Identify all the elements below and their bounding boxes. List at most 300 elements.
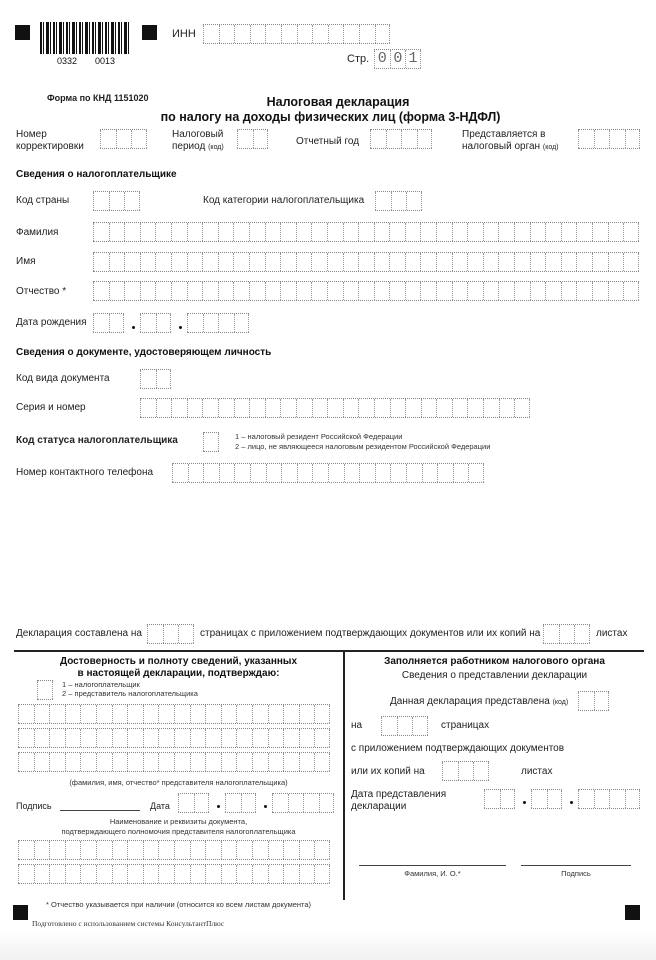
input-cell[interactable] [514, 223, 530, 241]
input-cell[interactable] [297, 25, 313, 43]
input-cell[interactable] [221, 705, 237, 723]
input-cell[interactable] [280, 282, 296, 300]
input-cell[interactable] [194, 794, 210, 812]
input-cell[interactable] [112, 753, 128, 771]
input-cell[interactable] [49, 841, 65, 859]
input-cell[interactable] [140, 282, 156, 300]
input-cell[interactable] [93, 282, 109, 300]
input-cell[interactable] [221, 841, 237, 859]
input-cell[interactable] [96, 753, 112, 771]
input-cell[interactable] [592, 282, 608, 300]
input-cell[interactable] [18, 841, 34, 859]
input-cell[interactable] [417, 130, 433, 148]
input-cell[interactable] [109, 282, 125, 300]
input-cell[interactable] [140, 314, 156, 332]
input-cell[interactable] [327, 223, 343, 241]
input-cell[interactable] [545, 253, 561, 271]
input-cell[interactable] [266, 464, 282, 482]
input-cell[interactable] [343, 253, 359, 271]
input-cell[interactable] [127, 729, 143, 747]
submission-year-field[interactable] [578, 789, 640, 809]
confirm-day-field[interactable] [178, 793, 209, 813]
input-cell[interactable] [406, 192, 422, 210]
input-cell[interactable] [203, 464, 219, 482]
input-cell[interactable] [172, 464, 188, 482]
input-cell[interactable] [147, 625, 163, 643]
input-cell[interactable] [221, 753, 237, 771]
country-code-field[interactable] [93, 191, 140, 211]
input-cell[interactable] [236, 729, 252, 747]
input-cell[interactable] [190, 753, 206, 771]
input-cell[interactable] [483, 253, 499, 271]
input-cell[interactable] [576, 223, 592, 241]
input-cell[interactable] [452, 282, 468, 300]
input-cell[interactable] [483, 223, 499, 241]
input-cell[interactable] [190, 841, 206, 859]
attachment-sheets-field[interactable] [543, 624, 590, 644]
input-cell[interactable] [18, 753, 34, 771]
input-cell[interactable] [299, 753, 315, 771]
input-cell[interactable] [250, 25, 266, 43]
inn-field[interactable] [203, 24, 390, 44]
input-cell[interactable] [265, 25, 281, 43]
input-cell[interactable] [156, 314, 172, 332]
input-cell[interactable] [578, 130, 594, 148]
input-cell[interactable] [116, 130, 132, 148]
input-cell[interactable] [314, 753, 330, 771]
input-cell[interactable] [205, 841, 221, 859]
input-cell[interactable] [405, 399, 421, 417]
input-cell[interactable] [405, 282, 421, 300]
input-cell[interactable] [397, 717, 413, 735]
input-cell[interactable] [288, 794, 304, 812]
input-cell[interactable] [328, 464, 344, 482]
input-cell[interactable] [299, 729, 315, 747]
input-cell[interactable] [327, 399, 343, 417]
input-cell[interactable] [436, 223, 452, 241]
input-cell[interactable] [124, 253, 140, 271]
input-cell[interactable] [109, 223, 125, 241]
input-cell[interactable] [594, 692, 610, 710]
input-cell[interactable] [303, 794, 319, 812]
input-cell[interactable] [514, 282, 530, 300]
input-cell[interactable] [205, 705, 221, 723]
input-cell[interactable] [442, 762, 458, 780]
input-cell[interactable] [296, 282, 312, 300]
input-cell[interactable] [112, 865, 128, 883]
input-cell[interactable] [437, 464, 453, 482]
input-cell[interactable] [467, 253, 483, 271]
input-cell[interactable] [498, 253, 514, 271]
input-cell[interactable] [49, 865, 65, 883]
input-cell[interactable] [436, 253, 452, 271]
input-cell[interactable] [420, 282, 436, 300]
input-cell[interactable] [484, 790, 500, 808]
input-cell[interactable] [93, 192, 109, 210]
input-cell[interactable] [299, 705, 315, 723]
input-cell[interactable] [283, 865, 299, 883]
submission-day-field[interactable] [484, 789, 515, 809]
input-cell[interactable] [249, 253, 265, 271]
patronymic-field[interactable] [93, 281, 639, 301]
input-cell[interactable] [171, 282, 187, 300]
input-cell[interactable] [34, 841, 50, 859]
input-cell[interactable] [49, 753, 65, 771]
input-cell[interactable] [171, 253, 187, 271]
input-cell[interactable] [202, 253, 218, 271]
input-cell[interactable] [343, 223, 359, 241]
representative-fio-line-2[interactable] [18, 728, 330, 748]
input-cell[interactable] [545, 223, 561, 241]
input-cell[interactable] [65, 705, 81, 723]
correction-number-field[interactable] [100, 129, 147, 149]
input-cell[interactable] [112, 729, 128, 747]
input-cell[interactable] [530, 282, 546, 300]
input-cell[interactable] [218, 282, 234, 300]
input-cell[interactable] [203, 314, 219, 332]
input-cell[interactable] [131, 130, 147, 148]
input-cell[interactable] [268, 753, 284, 771]
input-cell[interactable] [218, 314, 234, 332]
input-cell[interactable] [452, 399, 468, 417]
input-cell[interactable] [65, 841, 81, 859]
reporting-year-field[interactable] [370, 129, 432, 149]
input-cell[interactable] [623, 223, 639, 241]
input-cell[interactable] [358, 223, 374, 241]
input-cell[interactable] [559, 625, 575, 643]
input-cell[interactable] [96, 865, 112, 883]
input-cell[interactable] [578, 692, 594, 710]
input-cell[interactable] [155, 223, 171, 241]
input-cell[interactable] [280, 399, 296, 417]
input-cell[interactable] [299, 841, 315, 859]
input-cell[interactable] [236, 841, 252, 859]
input-cell[interactable] [140, 370, 156, 388]
input-cell[interactable] [545, 282, 561, 300]
input-cell[interactable] [190, 705, 206, 723]
confirmer-type-field[interactable] [37, 680, 53, 700]
input-cell[interactable] [483, 282, 499, 300]
input-cell[interactable] [514, 253, 530, 271]
input-cell[interactable] [158, 865, 174, 883]
input-cell[interactable] [297, 464, 313, 482]
input-cell[interactable] [190, 729, 206, 747]
input-cell[interactable] [401, 130, 417, 148]
input-cell[interactable] [314, 705, 330, 723]
input-cell[interactable] [218, 253, 234, 271]
input-cell[interactable] [187, 399, 203, 417]
submitted-code-field[interactable] [578, 691, 609, 711]
input-cell[interactable] [473, 762, 489, 780]
input-cell[interactable] [112, 841, 128, 859]
input-cell[interactable] [158, 841, 174, 859]
input-cell[interactable] [280, 253, 296, 271]
input-cell[interactable] [65, 729, 81, 747]
page-number-field[interactable] [374, 49, 421, 69]
doc-type-field[interactable] [140, 369, 171, 389]
representative-fio-line-3[interactable] [18, 752, 330, 772]
input-cell[interactable] [249, 282, 265, 300]
input-cell[interactable] [80, 705, 96, 723]
input-cell[interactable] [453, 464, 469, 482]
representative-fio-line-1[interactable] [18, 704, 330, 724]
input-cell[interactable] [386, 130, 402, 148]
input-cell[interactable] [296, 223, 312, 241]
input-cell[interactable] [219, 25, 235, 43]
input-cell[interactable] [499, 399, 515, 417]
input-cell[interactable] [233, 253, 249, 271]
input-cell[interactable] [265, 223, 281, 241]
input-cell[interactable] [609, 790, 625, 808]
office-pages-field[interactable] [381, 716, 428, 736]
input-cell[interactable] [370, 130, 386, 148]
input-cell[interactable] [314, 841, 330, 859]
input-cell[interactable] [155, 253, 171, 271]
status-code-field[interactable] [203, 432, 219, 452]
input-cell[interactable] [422, 464, 438, 482]
input-cell[interactable] [127, 753, 143, 771]
input-cell[interactable] [530, 253, 546, 271]
input-cell[interactable] [498, 223, 514, 241]
input-cell[interactable] [158, 753, 174, 771]
input-cell[interactable] [375, 192, 391, 210]
input-cell[interactable] [531, 790, 547, 808]
authority-doc-line-1[interactable] [18, 840, 330, 860]
input-cell[interactable] [561, 223, 577, 241]
input-cell[interactable] [202, 223, 218, 241]
input-cell[interactable] [249, 399, 265, 417]
input-cell[interactable] [343, 25, 359, 43]
input-cell[interactable] [530, 223, 546, 241]
input-cell[interactable] [390, 399, 406, 417]
input-cell[interactable] [127, 841, 143, 859]
input-cell[interactable] [234, 464, 250, 482]
confirm-month-field[interactable] [225, 793, 256, 813]
input-cell[interactable] [311, 253, 327, 271]
input-cell[interactable] [80, 865, 96, 883]
input-cell[interactable] [319, 794, 335, 812]
input-cell[interactable] [283, 705, 299, 723]
input-cell[interactable] [93, 314, 109, 332]
input-cell[interactable] [252, 729, 268, 747]
input-cell[interactable] [187, 314, 203, 332]
input-cell[interactable] [188, 464, 204, 482]
input-cell[interactable] [234, 314, 250, 332]
birth-month-field[interactable] [140, 313, 171, 333]
input-cell[interactable] [389, 223, 405, 241]
input-cell[interactable] [296, 399, 312, 417]
input-cell[interactable] [49, 729, 65, 747]
input-cell[interactable] [623, 282, 639, 300]
input-cell[interactable] [375, 464, 391, 482]
input-cell[interactable] [390, 464, 406, 482]
authority-doc-line-2[interactable] [18, 864, 330, 884]
input-cell[interactable] [576, 282, 592, 300]
input-cell[interactable] [233, 223, 249, 241]
input-cell[interactable] [143, 841, 159, 859]
office-sheets-field[interactable] [442, 761, 489, 781]
signature-line[interactable] [60, 810, 140, 811]
input-cell[interactable] [623, 253, 639, 271]
birth-year-field[interactable] [187, 313, 249, 333]
input-cell[interactable] [202, 282, 218, 300]
input-cell[interactable] [452, 253, 468, 271]
input-cell[interactable] [158, 729, 174, 747]
input-cell[interactable] [109, 253, 125, 271]
input-cell[interactable] [359, 464, 375, 482]
input-cell[interactable] [219, 464, 235, 482]
input-cell[interactable] [265, 282, 281, 300]
input-cell[interactable] [609, 130, 625, 148]
input-cell[interactable] [205, 753, 221, 771]
input-cell[interactable] [561, 253, 577, 271]
input-cell[interactable] [268, 865, 284, 883]
input-cell[interactable] [374, 282, 390, 300]
input-cell[interactable] [283, 729, 299, 747]
input-cell[interactable] [218, 223, 234, 241]
input-cell[interactable] [65, 753, 81, 771]
input-cell[interactable] [405, 253, 421, 271]
input-cell[interactable] [34, 753, 50, 771]
input-cell[interactable] [311, 223, 327, 241]
input-cell[interactable] [358, 253, 374, 271]
input-cell[interactable] [436, 399, 452, 417]
input-cell[interactable] [252, 841, 268, 859]
input-cell[interactable] [124, 282, 140, 300]
input-cell[interactable] [281, 464, 297, 482]
input-cell[interactable] [174, 705, 190, 723]
input-cell[interactable] [158, 705, 174, 723]
input-cell[interactable] [483, 399, 499, 417]
input-cell[interactable] [253, 130, 269, 148]
input-cell[interactable] [280, 223, 296, 241]
input-cell[interactable] [18, 705, 34, 723]
input-cell[interactable] [514, 399, 530, 417]
input-cell[interactable] [65, 865, 81, 883]
input-cell[interactable] [265, 253, 281, 271]
input-cell[interactable] [187, 223, 203, 241]
series-number-field[interactable] [140, 398, 530, 418]
input-cell[interactable] [156, 399, 172, 417]
input-cell[interactable] [608, 253, 624, 271]
declaration-pages-field[interactable] [147, 624, 194, 644]
input-cell[interactable] [296, 253, 312, 271]
input-cell[interactable] [281, 25, 297, 43]
input-cell[interactable] [344, 464, 360, 482]
submission-month-field[interactable] [531, 789, 562, 809]
input-cell[interactable] [37, 681, 53, 699]
input-cell[interactable] [203, 433, 219, 451]
input-cell[interactable] [252, 705, 268, 723]
input-cell[interactable] [608, 223, 624, 241]
input-cell[interactable] [143, 865, 159, 883]
input-cell[interactable] [374, 223, 390, 241]
input-cell[interactable] [241, 794, 257, 812]
input-cell[interactable] [127, 865, 143, 883]
input-cell[interactable] [412, 717, 428, 735]
input-cell[interactable] [237, 130, 253, 148]
input-cell[interactable] [268, 729, 284, 747]
input-cell[interactable] [498, 282, 514, 300]
input-cell[interactable] [312, 25, 328, 43]
input-cell[interactable] [233, 282, 249, 300]
input-cell[interactable] [124, 223, 140, 241]
input-cell[interactable] [578, 790, 594, 808]
input-cell[interactable] [236, 753, 252, 771]
input-cell[interactable] [389, 282, 405, 300]
input-cell[interactable] [171, 223, 187, 241]
input-cell[interactable] [143, 729, 159, 747]
birth-day-field[interactable] [93, 313, 124, 333]
input-cell[interactable] [155, 282, 171, 300]
input-cell[interactable] [467, 399, 483, 417]
input-cell[interactable] [452, 223, 468, 241]
input-cell[interactable] [543, 625, 559, 643]
input-cell[interactable] [468, 464, 484, 482]
input-cell[interactable] [268, 705, 284, 723]
input-cell[interactable] [467, 282, 483, 300]
input-cell[interactable] [225, 794, 241, 812]
input-cell[interactable] [576, 253, 592, 271]
input-cell[interactable] [625, 790, 641, 808]
input-cell[interactable] [127, 705, 143, 723]
input-cell[interactable] [80, 729, 96, 747]
input-cell[interactable] [174, 841, 190, 859]
input-cell[interactable] [311, 282, 327, 300]
input-cell[interactable] [312, 464, 328, 482]
input-cell[interactable] [234, 25, 250, 43]
input-cell[interactable] [458, 762, 474, 780]
input-cell[interactable] [265, 399, 281, 417]
phone-field[interactable] [172, 463, 484, 483]
input-cell[interactable] [140, 399, 156, 417]
input-cell[interactable] [268, 841, 284, 859]
input-cell[interactable] [299, 865, 315, 883]
name-field[interactable] [93, 252, 639, 272]
input-cell[interactable] [143, 753, 159, 771]
input-cell[interactable] [374, 253, 390, 271]
input-cell[interactable] [358, 282, 374, 300]
tax-authority-code-field[interactable] [578, 129, 640, 149]
input-cell[interactable] [327, 253, 343, 271]
input-cell[interactable] [174, 729, 190, 747]
input-cell[interactable] [436, 282, 452, 300]
input-cell[interactable] [236, 865, 252, 883]
input-cell[interactable] [34, 865, 50, 883]
input-cell[interactable] [174, 865, 190, 883]
confirm-year-field[interactable] [272, 793, 334, 813]
input-cell[interactable] [140, 253, 156, 271]
input-cell[interactable] [343, 282, 359, 300]
input-cell[interactable] [156, 370, 172, 388]
input-cell[interactable] [112, 705, 128, 723]
input-cell[interactable] [283, 753, 299, 771]
input-cell[interactable] [343, 399, 359, 417]
input-cell[interactable] [574, 625, 590, 643]
input-cell[interactable] [283, 841, 299, 859]
input-cell[interactable] [174, 753, 190, 771]
input-cell[interactable] [202, 399, 218, 417]
input-cell[interactable] [203, 25, 219, 43]
input-cell[interactable] [236, 705, 252, 723]
input-cell[interactable] [358, 399, 374, 417]
input-cell[interactable] [96, 729, 112, 747]
input-cell[interactable] [420, 253, 436, 271]
input-cell[interactable] [80, 753, 96, 771]
input-cell[interactable] [592, 253, 608, 271]
input-cell[interactable] [381, 717, 397, 735]
input-cell[interactable] [359, 25, 375, 43]
